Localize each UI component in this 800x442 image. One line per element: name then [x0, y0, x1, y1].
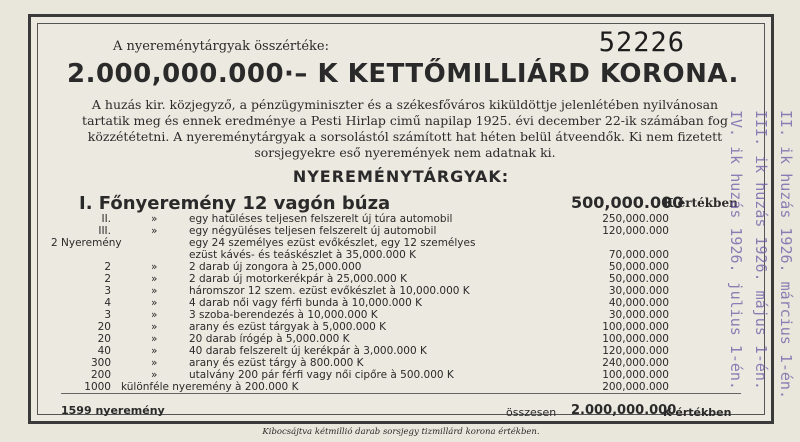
prize-amount: 70,000.000: [608, 249, 669, 261]
value-caption: A nyereménytárgyak összértéke:: [113, 39, 329, 54]
main-prize-value: 500,000.000: [571, 193, 684, 212]
ditto-mark: »: [151, 333, 158, 345]
prize-amount: 50,000.000: [608, 273, 669, 285]
ditto-mark: »: [151, 273, 158, 285]
prize-count: 40: [97, 345, 111, 357]
prize-count: 20: [97, 333, 111, 345]
draw-stamp: IV. ik huzás 1926. julius 1-én.: [727, 110, 745, 390]
headline: 2.000,000.000·– K KETTŐMILLIÁRD KORONA.: [67, 59, 739, 89]
prize-amount: 30,000.000: [608, 285, 669, 297]
ditto-mark: »: [151, 369, 158, 381]
prize-count: 2 Nyeremény: [51, 237, 122, 249]
prize-amount: 120,000.000: [602, 225, 669, 237]
prize-description: egy hatüléses teljesen felszerelt új túra automobil: [189, 213, 453, 225]
prize-description: ezüst kávés- és teáskészlet à 35,000.000 K: [189, 249, 416, 261]
prize-row: [61, 309, 761, 321]
lottery-ticket: [28, 14, 774, 437]
serial-number: 52226: [598, 27, 685, 58]
prize-amount: 200,000.000: [602, 381, 669, 393]
prize-row: [61, 285, 761, 297]
draw-stamp: III. ik huzás 1926. május 1-én.: [752, 110, 770, 390]
prize-description: háromszor 12 szem. ezüst evőkészlet à 10,000.000 K: [189, 285, 470, 297]
prize-description: 4 darab női vagy férfi bunda à 10,000.000 K: [189, 297, 423, 309]
prize-description: arany és ezüst tárgy à 800.000 K: [189, 357, 364, 369]
prize-description: egy 24 személyes ezüst evőkészlet, egy 12 személyes: [189, 237, 476, 249]
prize-row: [61, 321, 761, 333]
prize-row: [61, 381, 761, 393]
main-prize-label: I. Főnyeremény 12 vagón búza: [79, 193, 391, 214]
ditto-mark: »: [151, 321, 158, 333]
prize-description: 3 szoba-berendezés à 10,000.000 K: [189, 309, 378, 321]
prize-amount: 40,000.000: [608, 297, 669, 309]
prize-count: 20: [97, 321, 111, 333]
total-count: 1599 nyeremény: [61, 404, 165, 417]
prize-description: utalvány 200 pár férfi vagy női cipőre à 500.000 K: [189, 369, 454, 381]
prize-description: egy négyüléses teljesen felszerelt új automobil: [189, 225, 437, 237]
prize-row: [61, 333, 761, 345]
footer-note: Kibocsájtva kétmillió darab sorsjegy tizmillárd korona értékben.: [262, 427, 540, 437]
prize-amount: 240,000.000: [602, 357, 669, 369]
prize-amount: 100,000.000: [602, 369, 669, 381]
sum-unit: K értékben: [663, 406, 732, 419]
prize-amount: 100,000.000: [602, 333, 669, 345]
prize-count: II.: [101, 213, 111, 225]
ditto-mark: »: [151, 213, 158, 225]
prize-count: 4: [104, 297, 111, 309]
prize-count: 1000: [84, 381, 111, 393]
divider: [61, 393, 741, 394]
prize-count: III.: [98, 225, 111, 237]
ditto-mark: »: [151, 345, 158, 357]
ditto-mark: »: [151, 297, 158, 309]
draw-stamp: II. ik huzás 1926. március 1-én.: [777, 110, 795, 399]
prize-row: [61, 249, 761, 261]
prize-count: 200: [90, 369, 111, 381]
prizes-title: NYEREMÉNYTÁRGYAK:: [292, 167, 510, 186]
ditto-mark: »: [151, 285, 158, 297]
prize-row: [61, 345, 761, 357]
prize-description: 40 darab felszerelt új kerékpár à 3,000.000 K: [189, 345, 427, 357]
prize-amount: 50,000.000: [608, 261, 669, 273]
prize-description: 2 darab új motorkerékpár à 25,000.000 K: [189, 273, 407, 285]
prize-description: 2 darab új zongora à 25,000.000: [189, 261, 362, 273]
prize-amount: 250,000.000: [602, 213, 669, 225]
ditto-mark: »: [151, 225, 158, 237]
prize-row: [61, 297, 761, 309]
prize-row: [61, 261, 761, 273]
prize-row: [61, 225, 761, 237]
prize-row: [61, 213, 761, 225]
prize-amount: 30,000.000: [608, 309, 669, 321]
main-prize-unit: K értékben: [663, 196, 738, 210]
prize-amount: 120,000.000: [602, 345, 669, 357]
prize-row: [61, 273, 761, 285]
sum-label: összesen: [506, 406, 557, 419]
ditto-mark: »: [151, 309, 158, 321]
prize-amount: 100,000.000: [602, 321, 669, 333]
prize-count: 2: [104, 273, 111, 285]
prize-row: [61, 357, 761, 369]
prize-row: [51, 237, 761, 249]
prize-description: arany és ezüst tárgyak à 5,000.000 K: [189, 321, 387, 333]
ditto-mark: »: [151, 357, 158, 369]
prize-count: 3: [104, 309, 111, 321]
ditto-mark: »: [151, 261, 158, 273]
prize-description: különféle nyeremény à 200.000 K: [121, 381, 299, 393]
sum-value: 2.000,000.000: [571, 403, 677, 418]
prize-description: 20 darab írógép à 5,000.000 K: [189, 333, 350, 345]
prize-count: 3: [104, 285, 111, 297]
prize-count: 300: [90, 357, 111, 369]
prize-count: 2: [104, 261, 111, 273]
prize-row: [61, 369, 761, 381]
intro-text: A huzás kir. közjegyző, a pénzügyminiszter és a székesfőváros kiküldöttje jelenlétében nyilvánosan tartatik meg és ennek eredménye a Pesti Hirlap cimű napilap 1925. évi december 22-ik számában fog közzététetni. A nyereménytárgyak a sorsolástól számított hat héten belül átveendők. Ki nem fizetett sorsjegyekre eső nyeremények nem adatnak ki.: [82, 97, 728, 160]
